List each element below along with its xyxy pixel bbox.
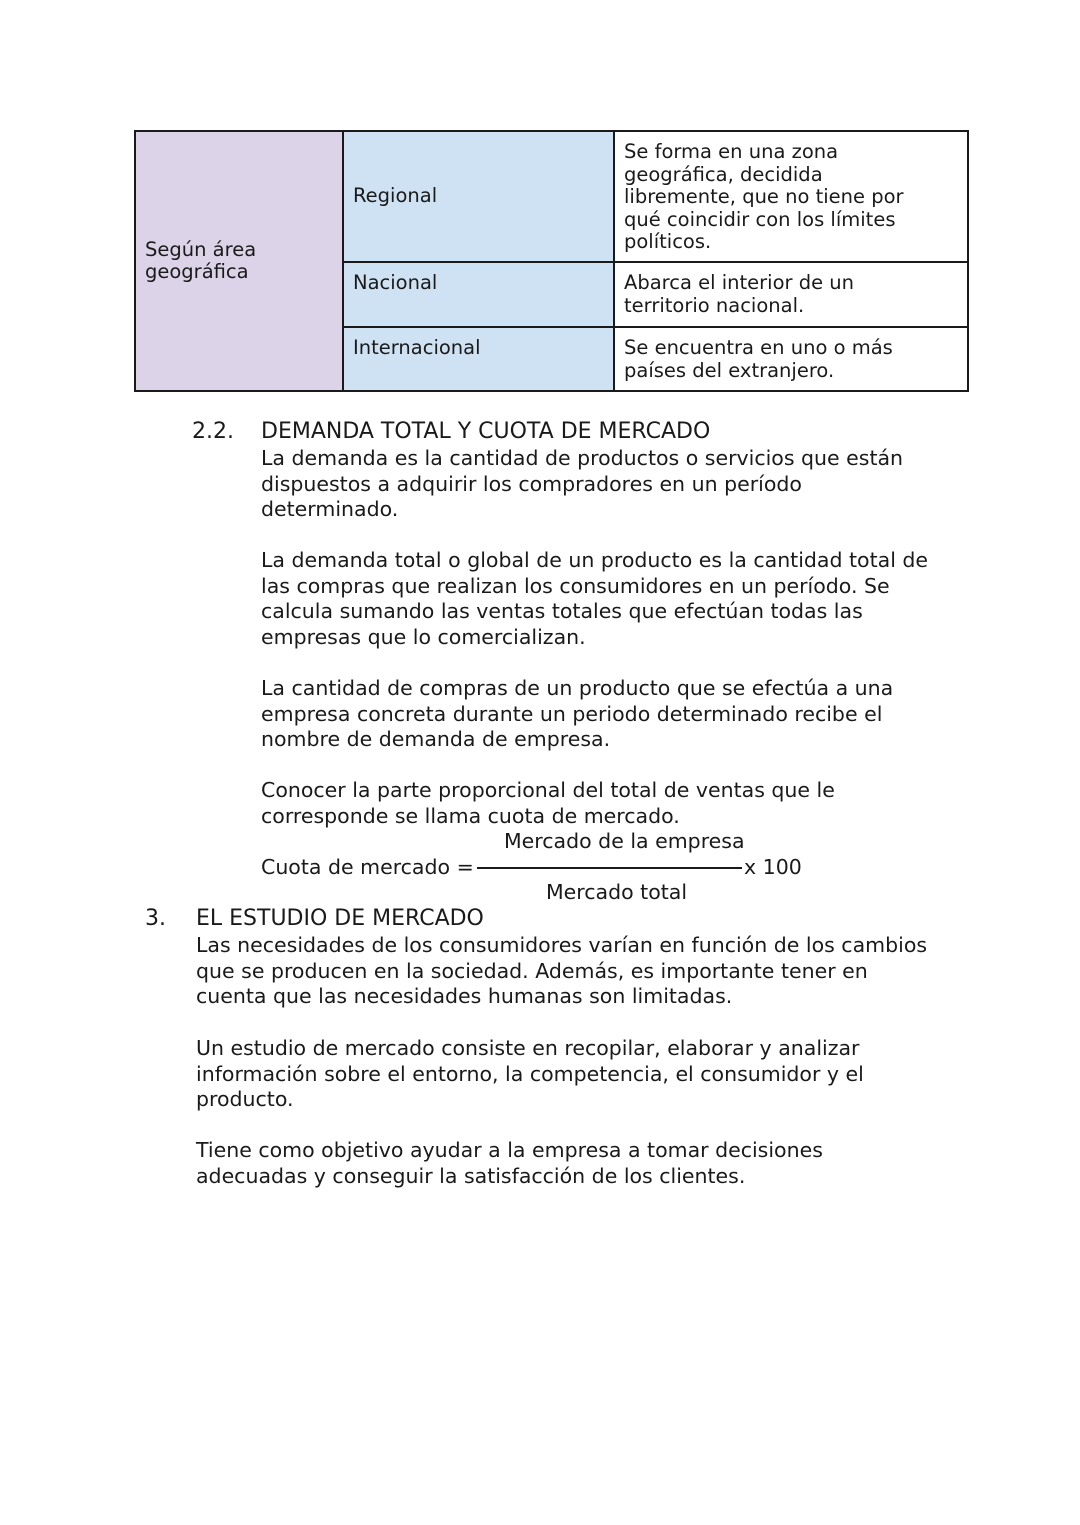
description-cell-internacional: [615, 328, 967, 390]
formula-denominator: Mercado total: [546, 880, 688, 904]
type-cell-nacional: [344, 263, 615, 328]
section-number: 2.2.: [192, 419, 234, 444]
paragraph: [196, 1138, 823, 1189]
type-label: Internacional: [353, 336, 481, 359]
text-line: las compras que realizan los consumidores en un período. Se: [261, 573, 890, 598]
text-line: La cantidad de compras de un producto que se efectúa a una: [261, 676, 894, 700]
description-line: Se forma en una zona: [624, 140, 839, 163]
paragraph: [196, 933, 927, 1010]
description-cell-regional: [615, 132, 967, 263]
description-line: Abarca el interior de un: [624, 271, 855, 294]
text-line: determinado.: [261, 497, 399, 521]
text-line: adecuadas y conseguir la satisfacción de los clientes.: [196, 1163, 746, 1188]
text-line: información sobre el entorno, la competencia, el consumidor y el: [196, 1061, 864, 1086]
text-line: corresponde se llama cuota de mercado.: [261, 803, 680, 828]
text-line: producto.: [196, 1087, 294, 1111]
text-line: cuenta que las necesidades humanas son limitadas.: [196, 984, 733, 1008]
description-line: qué coincidir con los límites: [624, 207, 896, 231]
description-line: libremente, que no tiene por: [624, 185, 904, 208]
section-number: 3.: [145, 906, 166, 931]
description-line: Se encuentra en uno o más: [624, 336, 893, 359]
paragraph: [261, 548, 928, 650]
text-line: Tiene como objetivo ayudar a la empresa a tomar decisiones: [196, 1138, 823, 1162]
description-line: territorio nacional.: [624, 293, 805, 317]
paragraph: [261, 778, 835, 829]
description-line: geográfica, decidida: [624, 162, 823, 186]
description-line: políticos.: [624, 230, 712, 253]
formula-lhs: Cuota de mercado =: [261, 855, 474, 879]
text-line: La demanda es la cantidad de productos o servicios que están: [261, 446, 904, 470]
section-heading: DEMANDA TOTAL Y CUOTA DE MERCADO: [261, 419, 711, 444]
text-line: dispuestos a adquirir los compradores en un período: [261, 471, 802, 496]
fraction-bar: [477, 867, 742, 869]
type-cell-regional: [344, 132, 615, 263]
type-label: Nacional: [353, 271, 438, 294]
description-line: países del extranjero.: [624, 358, 835, 382]
text-line: empresas que lo comercializan.: [261, 624, 586, 649]
text-line: Un estudio de mercado consiste en recopilar, elaborar y analizar: [196, 1036, 860, 1060]
section-heading: EL ESTUDIO DE MERCADO: [196, 906, 484, 931]
type-label: Regional: [353, 184, 438, 208]
category-label: Según área geográfica: [145, 237, 257, 283]
description-cell-nacional: [615, 263, 967, 328]
text-line: empresa concreta durante un periodo determinado recibe el: [261, 701, 883, 726]
text-line: calcula sumando las ventas totales que efectúan todas las: [261, 599, 863, 623]
text-line: La demanda total o global de un producto es la cantidad total de: [261, 548, 929, 572]
market-types-table: [134, 130, 969, 392]
text-line: Conocer la parte proporcional del total de ventas que le: [261, 778, 835, 802]
text-line: Las necesidades de los consumidores varían en función de los cambios: [196, 933, 928, 957]
formula-numerator: Mercado de la empresa: [504, 829, 745, 853]
paragraph: [261, 676, 893, 753]
paragraph: [261, 446, 903, 523]
formula-multiplier: x 100: [744, 855, 802, 879]
text-line: que se producen en la sociedad. Además, es importante tener en: [196, 958, 868, 983]
paragraph: [196, 1036, 864, 1113]
type-cell-internacional: [344, 328, 615, 390]
text-line: nombre de demanda de empresa.: [261, 727, 611, 751]
category-cell: [136, 132, 344, 390]
